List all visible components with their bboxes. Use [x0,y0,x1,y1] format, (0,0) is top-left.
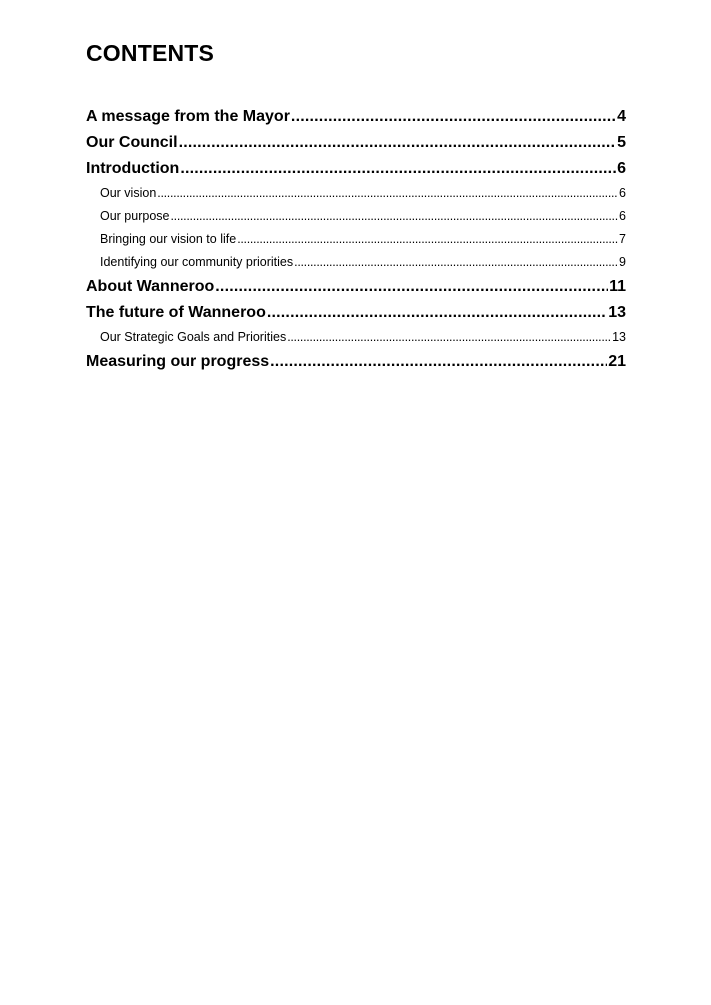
toc-entry-label: The future of Wanneroo [86,304,266,321]
dot-leader [270,349,607,375]
toc-entry-introduction[interactable] [86,156,626,182]
dot-leader [180,156,616,182]
dot-leader [179,130,617,156]
toc-entry-label: A message from the Mayor [86,108,290,125]
toc-page-number: 6 [617,160,626,177]
toc-entry-label: Measuring our progress [86,353,270,370]
toc-entry-label: Our Strategic Goals and Priorities [100,330,287,344]
toc-entry-community-priorities[interactable] [86,251,626,274]
toc-entry-measuring-progress[interactable] [86,349,626,375]
toc-page-number: 7 [619,232,626,246]
toc-entry-our-purpose[interactable] [86,205,626,228]
toc-page-number: 21 [608,353,626,370]
toc-entry-about-wanneroo[interactable] [86,274,626,300]
toc-page-number: 4 [617,108,626,125]
dot-leader [267,300,607,326]
toc-entry-strategic-goals[interactable] [86,326,626,349]
toc-page-number: 5 [617,134,626,151]
toc-entry-our-council[interactable] [86,130,626,156]
dot-leader [287,326,611,349]
toc-entry-label: Identifying our community priorities [100,255,294,269]
toc-page-number: 13 [608,304,626,321]
toc-page-number: 9 [619,255,626,269]
table-of-contents [86,104,626,375]
toc-entry-label: Our purpose [100,209,170,223]
toc-entry-label: Bringing our vision to life [100,232,237,246]
contents-heading: CONTENTS [86,40,215,66]
dot-leader [237,228,618,251]
toc-entry-label: Our vision [100,186,157,200]
dot-leader [291,104,616,130]
dot-leader [215,274,608,300]
dot-leader [157,182,618,205]
toc-entry-label: Introduction [86,160,180,177]
toc-entry-future-of-wanneroo[interactable] [86,300,626,326]
dot-leader [170,205,618,228]
toc-page-number: 11 [609,278,626,295]
toc-page-number: 6 [619,186,626,200]
toc-entry-our-vision[interactable] [86,182,626,205]
toc-entry-label: Our Council [86,134,178,151]
toc-entry-message-from-mayor[interactable] [86,104,626,130]
dot-leader [294,251,618,274]
toc-page-number: 13 [612,330,626,344]
toc-entry-bringing-vision-to-life[interactable] [86,228,626,251]
toc-entry-label: About Wanneroo [86,278,215,295]
toc-page-number: 6 [619,209,626,223]
